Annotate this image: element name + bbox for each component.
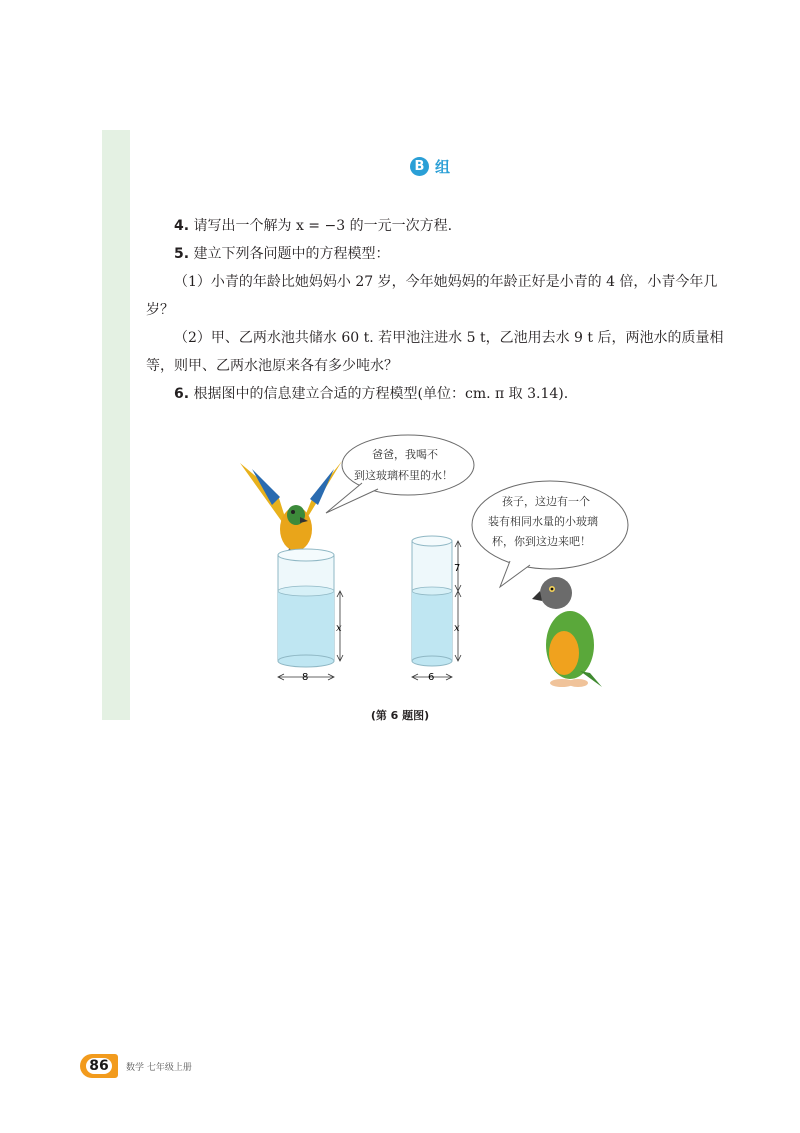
glass-1-height-label: x [336, 623, 342, 634]
page-footer [80, 1054, 192, 1078]
question-4 [146, 212, 726, 240]
glass-2-width-label: 6 [428, 672, 435, 683]
macaw-parrot-illustration [240, 461, 342, 557]
glass-1-width-label: 8 [302, 672, 309, 683]
page-number-tab [80, 1054, 118, 1078]
bubble-1-line-2: 到这玻璃杯里的水！ [354, 469, 453, 482]
group-badge: B [410, 157, 429, 176]
group-heading [410, 156, 450, 177]
glass-2-height-label: x [454, 623, 460, 634]
question-6 [146, 380, 726, 408]
question-5-number: 5. [174, 246, 190, 262]
wide-glass [278, 549, 343, 683]
speech-bubble-2 [472, 481, 628, 587]
question-5-part-2: （2）甲、乙两水池共储水 60 t. 若甲池注进水 5 t，乙池用去水 9 t 后，两池水的质量相等，则甲、乙两水池原来各有多少吨水？ [146, 330, 724, 374]
question-5-part-1: （1）小青的年龄比她妈妈小 27 岁，今年她妈妈的年龄正好是小青的 4 倍，小青今年几岁？ [146, 274, 718, 318]
question-6-text: 根据图中的信息建立合适的方程模型(单位：cm. π 取 3.14). [193, 386, 569, 402]
bubble-2-line-2: 装有相同水量的小玻璃 [488, 515, 598, 528]
group-label: 组 [435, 158, 451, 176]
glass-2-top-label: 7 [454, 563, 461, 574]
question-5-text: 建立下列各问题中的方程模型： [193, 246, 390, 262]
question-4-number: 4. [174, 218, 190, 234]
book-title: 数学 七年级上册 [126, 1062, 192, 1073]
speech-bubble-1 [326, 435, 474, 513]
bubble-1-line-1: 爸爸，我喝不 [372, 448, 438, 461]
page-number: 86 [86, 1058, 111, 1074]
narrow-glass [412, 536, 461, 683]
question-6-number: 6. [174, 386, 190, 402]
question-5 [146, 240, 726, 268]
senegal-parrot-illustration [532, 577, 602, 687]
question-6-figure [230, 425, 630, 695]
figure-caption: (第 6 题图) [370, 709, 430, 722]
bubble-2-line-1: 孩子，这边有一个 [502, 495, 590, 508]
margin-sidebar [102, 130, 130, 720]
question-4-text: 请写出一个解为 x = −3 的一元一次方程. [193, 218, 453, 234]
bubble-2-line-3: 杯，你到这边来吧！ [492, 535, 591, 548]
